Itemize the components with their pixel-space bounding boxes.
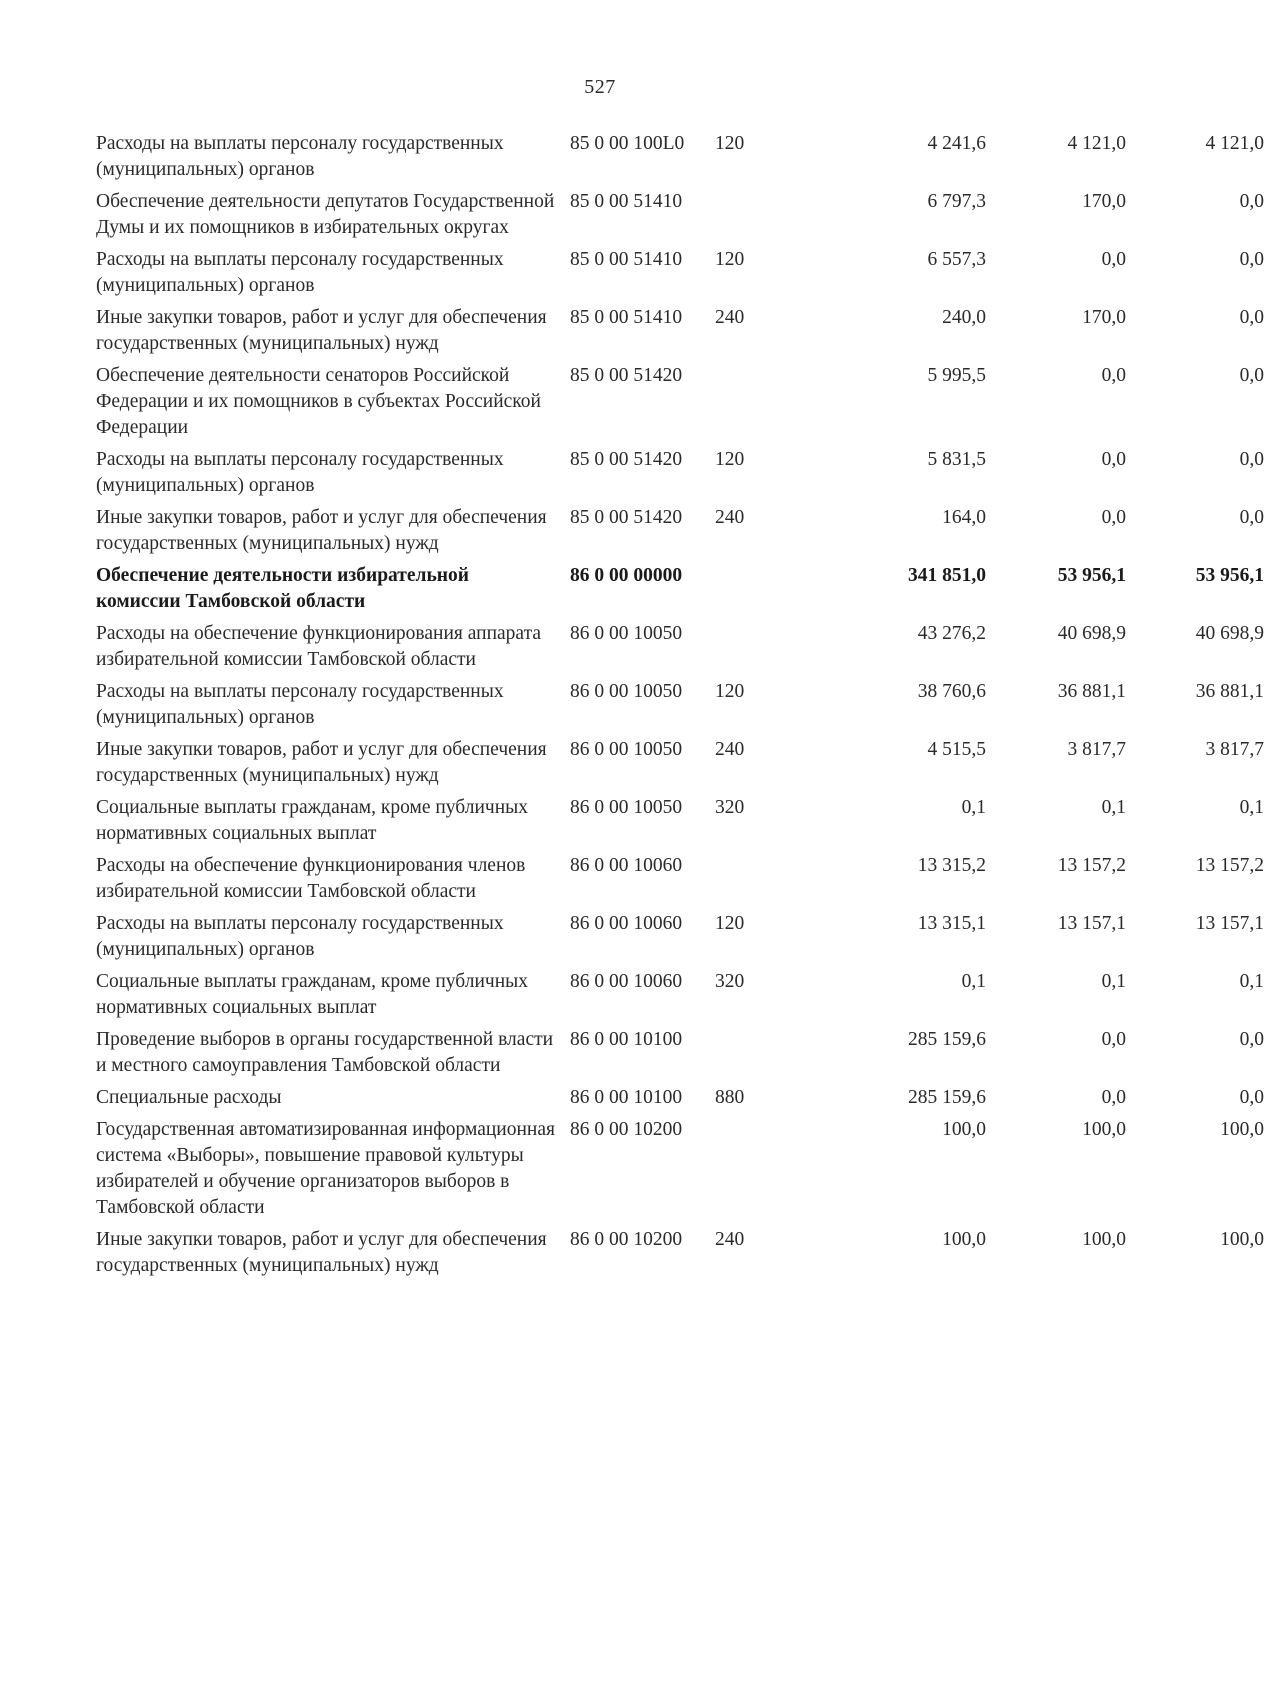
- target-article-code: 85 0 00 100L0: [570, 133, 685, 154]
- expense-type-code: 240: [715, 307, 745, 328]
- page-number: 527: [584, 76, 616, 98]
- amount-year-2: 13 157,2: [1057, 855, 1126, 876]
- amount-year-3: 100,0: [1220, 1229, 1264, 1250]
- target-article-code: 85 0 00 51420: [570, 507, 683, 528]
- amount-year-2: 13 157,1: [1057, 913, 1126, 934]
- expense-type-code: 240: [715, 507, 745, 528]
- amount-year-2: 53 956,1: [1057, 565, 1126, 586]
- amount-year-1: 6 797,3: [927, 191, 986, 212]
- target-article-code: 86 0 00 10050: [570, 739, 683, 760]
- row-description: Расходы на выплаты персоналу государственных (муниципальных) органов: [96, 133, 504, 180]
- target-article-code: 86 0 00 00000: [570, 565, 683, 586]
- expense-type-code: 120: [715, 913, 745, 934]
- amount-year-2: 170,0: [1082, 191, 1126, 212]
- amount-year-1: 4 515,5: [927, 739, 986, 760]
- amount-year-1: 240,0: [942, 307, 986, 328]
- expense-type-code: 880: [715, 1087, 745, 1108]
- table-row: [96, 131, 1264, 189]
- row-description: Обеспечение деятельности сенаторов Российской Федерации и их помощников в субъектах Российской Федерации: [96, 365, 541, 438]
- target-article-code: 86 0 00 10200: [570, 1119, 683, 1140]
- amount-year-3: 40 698,9: [1195, 623, 1264, 644]
- amount-year-2: 0,0: [1101, 249, 1126, 270]
- amount-year-3: 0,0: [1239, 307, 1264, 328]
- amount-year-2: 0,0: [1101, 1087, 1126, 1108]
- amount-year-3: 100,0: [1220, 1119, 1264, 1140]
- row-description: Иные закупки товаров, работ и услуг для обеспечения государственных (муниципальных) нужд: [96, 739, 547, 786]
- target-article-code: 85 0 00 51410: [570, 249, 683, 270]
- table-row: [96, 363, 1264, 447]
- amount-year-1: 0,1: [961, 971, 986, 992]
- amount-year-3: 4 121,0: [1205, 133, 1264, 154]
- row-description: Расходы на обеспечение функционирования членов избирательной комиссии Тамбовской области: [96, 855, 526, 902]
- expense-type-code: 120: [715, 681, 745, 702]
- expense-type-code: 120: [715, 133, 745, 154]
- amount-year-3: 0,0: [1239, 449, 1264, 470]
- target-article-code: 85 0 00 51410: [570, 191, 683, 212]
- amount-year-2: 170,0: [1082, 307, 1126, 328]
- row-description: Социальные выплаты гражданам, кроме публичных нормативных социальных выплат: [96, 971, 528, 1018]
- amount-year-1: 341 851,0: [908, 565, 986, 586]
- target-article-code: 86 0 00 10060: [570, 971, 683, 992]
- amount-year-1: 285 159,6: [908, 1029, 986, 1050]
- row-description: Расходы на выплаты персоналу государственных (муниципальных) органов: [96, 249, 504, 296]
- expense-type-code: 320: [715, 971, 745, 992]
- amount-year-2: 3 817,7: [1067, 739, 1126, 760]
- amount-year-2: 100,0: [1082, 1229, 1126, 1250]
- amount-year-1: 43 276,2: [917, 623, 986, 644]
- amount-year-1: 5 831,5: [927, 449, 986, 470]
- amount-year-1: 100,0: [942, 1119, 986, 1140]
- amount-year-1: 13 315,2: [917, 855, 986, 876]
- row-description: Обеспечение деятельности депутатов Государственной Думы и их помощников в избирательных округах: [96, 191, 555, 238]
- table-row: [96, 505, 1264, 563]
- amount-year-3: 0,1: [1239, 797, 1264, 818]
- table-row: [96, 189, 1264, 247]
- amount-year-1: 38 760,6: [917, 681, 986, 702]
- table-row: [96, 737, 1264, 795]
- row-description: Расходы на выплаты персоналу государственных (муниципальных) органов: [96, 449, 504, 496]
- amount-year-3: 0,0: [1239, 191, 1264, 212]
- expense-type-code: 120: [715, 449, 745, 470]
- target-article-code: 86 0 00 10050: [570, 797, 683, 818]
- amount-year-1: 13 315,1: [917, 913, 986, 934]
- amount-year-3: 3 817,7: [1205, 739, 1264, 760]
- table-row: [96, 969, 1264, 1027]
- row-description: Иные закупки товаров, работ и услуг для обеспечения государственных (муниципальных) нужд: [96, 307, 547, 354]
- table-row: [96, 1085, 1264, 1117]
- row-description: Проведение выборов в органы государственной власти и местного самоуправления Тамбовской области: [96, 1029, 554, 1076]
- amount-year-1: 4 241,6: [927, 133, 986, 154]
- table-row: [96, 1117, 1264, 1227]
- amount-year-2: 100,0: [1082, 1119, 1126, 1140]
- table-row-section-total: [96, 563, 1264, 621]
- target-article-code: 86 0 00 10100: [570, 1087, 683, 1108]
- amount-year-3: 36 881,1: [1195, 681, 1264, 702]
- target-article-code: 86 0 00 10060: [570, 913, 683, 934]
- row-description: Расходы на обеспечение функционирования аппарата избирательной комиссии Тамбовской области: [96, 623, 541, 670]
- row-description: Иные закупки товаров, работ и услуг для обеспечения государственных (муниципальных) нужд: [96, 507, 547, 554]
- amount-year-3: 0,0: [1239, 249, 1264, 270]
- target-article-code: 86 0 00 10050: [570, 681, 683, 702]
- amount-year-2: 0,0: [1101, 449, 1126, 470]
- expense-type-code: 240: [715, 739, 745, 760]
- table-row: [96, 795, 1264, 853]
- table-row: [96, 305, 1264, 363]
- table-row: [96, 679, 1264, 737]
- amount-year-2: 0,1: [1101, 971, 1126, 992]
- amount-year-1: 0,1: [961, 797, 986, 818]
- table-row: [96, 853, 1264, 911]
- target-article-code: 85 0 00 51410: [570, 307, 683, 328]
- table-row: [96, 621, 1264, 679]
- table-row: [96, 1027, 1264, 1085]
- amount-year-2: 36 881,1: [1057, 681, 1126, 702]
- amount-year-1: 100,0: [942, 1229, 986, 1250]
- amount-year-3: 13 157,2: [1195, 855, 1264, 876]
- amount-year-3: 0,0: [1239, 1087, 1264, 1108]
- amount-year-1: 5 995,5: [927, 365, 986, 386]
- amount-year-2: 0,0: [1101, 507, 1126, 528]
- expense-type-code: 240: [715, 1229, 745, 1250]
- expense-type-code: 120: [715, 249, 745, 270]
- amount-year-3: 0,0: [1239, 1029, 1264, 1050]
- table-row: [96, 911, 1264, 969]
- amount-year-1: 164,0: [942, 507, 986, 528]
- row-description: Социальные выплаты гражданам, кроме публичных нормативных социальных выплат: [96, 797, 528, 844]
- row-description: Расходы на выплаты персоналу государственных (муниципальных) органов: [96, 913, 504, 960]
- amount-year-3: 53 956,1: [1195, 565, 1264, 586]
- table-row: [96, 447, 1264, 505]
- row-description: Иные закупки товаров, работ и услуг для обеспечения государственных (муниципальных) нужд: [96, 1229, 547, 1276]
- amount-year-3: 0,1: [1239, 971, 1264, 992]
- amount-year-2: 40 698,9: [1057, 623, 1126, 644]
- target-article-code: 86 0 00 10200: [570, 1229, 683, 1250]
- amount-year-2: 0,1: [1101, 797, 1126, 818]
- row-description: Обеспечение деятельности избирательной комиссии Тамбовской области: [96, 565, 470, 612]
- amount-year-1: 285 159,6: [908, 1087, 986, 1108]
- amount-year-1: 6 557,3: [927, 249, 986, 270]
- amount-year-2: 0,0: [1101, 365, 1126, 386]
- target-article-code: 86 0 00 10100: [570, 1029, 683, 1050]
- target-article-code: 85 0 00 51420: [570, 449, 683, 470]
- amount-year-3: 0,0: [1239, 507, 1264, 528]
- expense-type-code: 320: [715, 797, 745, 818]
- amount-year-3: 0,0: [1239, 365, 1264, 386]
- amount-year-2: 4 121,0: [1067, 133, 1126, 154]
- table-row: [96, 1227, 1264, 1285]
- amount-year-2: 0,0: [1101, 1029, 1126, 1050]
- target-article-code: 85 0 00 51420: [570, 365, 683, 386]
- target-article-code: 86 0 00 10050: [570, 623, 683, 644]
- row-description: Специальные расходы: [96, 1087, 282, 1108]
- budget-table: [96, 131, 1264, 1285]
- target-article-code: 86 0 00 10060: [570, 855, 683, 876]
- table-row: [96, 247, 1264, 305]
- row-description: Государственная автоматизированная информационная система «Выборы», повышение правовой культуры избирателей и обучение организаторов выборов в Тамбовской области: [96, 1119, 555, 1218]
- amount-year-3: 13 157,1: [1195, 913, 1264, 934]
- row-description: Расходы на выплаты персоналу государственных (муниципальных) органов: [96, 681, 504, 728]
